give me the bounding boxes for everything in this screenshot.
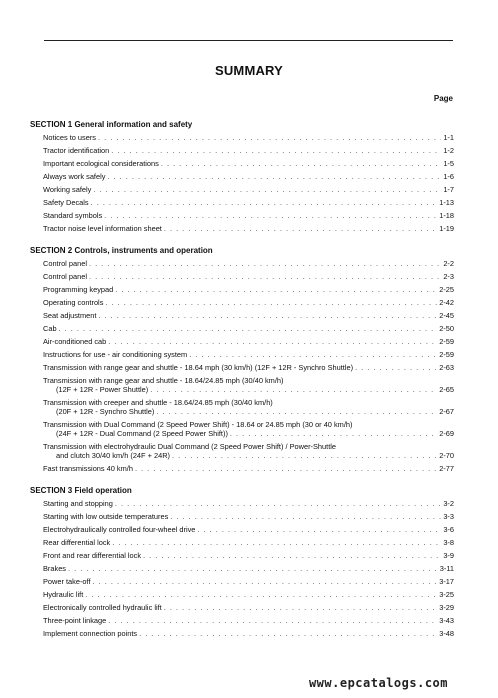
leader-dots bbox=[115, 497, 441, 510]
toc-entry[interactable] bbox=[30, 510, 454, 523]
entry-label: Standard symbols bbox=[43, 211, 103, 220]
leader-dots bbox=[68, 562, 438, 575]
toc-entry[interactable] bbox=[30, 131, 454, 144]
entry-page: 2-25 bbox=[439, 285, 454, 294]
leader-dots bbox=[111, 144, 441, 157]
entry-label: Fast transmissions 40 km/h bbox=[43, 464, 133, 473]
entry-page: 1-13 bbox=[439, 198, 454, 207]
toc-entry[interactable] bbox=[30, 209, 454, 222]
entry-label: Tractor noise level information sheet bbox=[43, 224, 162, 233]
leader-dots bbox=[139, 627, 437, 640]
entry-page: 3-29 bbox=[439, 603, 454, 612]
entry-page: 2-69 bbox=[439, 429, 454, 438]
leader-dots bbox=[170, 510, 441, 523]
entry-page: 2-2 bbox=[443, 259, 454, 268]
entry-page: 2-45 bbox=[439, 311, 454, 320]
toc-entry[interactable] bbox=[30, 627, 454, 640]
entry-label: Starting with low outside temperatures bbox=[43, 512, 169, 521]
leader-dots bbox=[115, 283, 437, 296]
toc-section bbox=[30, 118, 454, 235]
toc-entry[interactable] bbox=[30, 157, 454, 170]
entry-label: Control panel bbox=[43, 259, 87, 268]
leader-dots bbox=[135, 462, 437, 475]
entry-label: Brakes bbox=[43, 564, 67, 573]
page-column-header: Page bbox=[433, 94, 453, 103]
toc-entry[interactable] bbox=[30, 396, 454, 418]
entry-label: Rear differential lock bbox=[43, 538, 111, 547]
leader-dots bbox=[355, 361, 437, 374]
leader-dots bbox=[156, 407, 437, 416]
toc-entry[interactable] bbox=[30, 418, 454, 440]
entry-label: Cab bbox=[43, 324, 57, 333]
toc-entry[interactable] bbox=[30, 309, 454, 322]
entry-label: Transmission with creeper and shuttle - 18.64/24.85 mph (30/40 km/h) bbox=[43, 398, 273, 407]
entry-label: Transmission with range gear and shuttle - 18.64/24.85 mph (30/40 km/h) bbox=[43, 376, 284, 385]
toc-entry[interactable] bbox=[30, 588, 454, 601]
entry-label-continued: and clutch 30/40 km/h (24F + 24R) bbox=[56, 451, 170, 460]
entry-label: Notices to users bbox=[43, 133, 96, 142]
entry-page: 3-6 bbox=[443, 525, 454, 534]
entry-label: Starting and stopping bbox=[43, 499, 113, 508]
entry-label: Front and rear differential lock bbox=[43, 551, 142, 560]
entry-page: 1-1 bbox=[443, 133, 454, 142]
leader-dots bbox=[105, 296, 437, 309]
toc-entry[interactable] bbox=[30, 361, 454, 374]
leader-dots bbox=[189, 348, 437, 361]
entry-page: 2-59 bbox=[439, 350, 454, 359]
table-of-contents bbox=[30, 118, 454, 640]
toc-entry[interactable] bbox=[30, 601, 454, 614]
entry-label-continued: (20F + 12R - Synchro Shuttle) bbox=[56, 407, 155, 416]
leader-dots bbox=[89, 257, 441, 270]
leader-dots bbox=[104, 209, 437, 222]
section-title: SECTION 3 Field operation bbox=[30, 486, 132, 495]
leader-dots bbox=[93, 183, 441, 196]
entry-label: Power take-off bbox=[43, 577, 91, 586]
toc-entry[interactable] bbox=[30, 462, 454, 475]
entry-label: Transmission with Dual Command (2 Speed Power Shift) - 18.64 or 24.85 mph (30 or 40 km/h) bbox=[43, 420, 353, 429]
entry-label: Programming keypad bbox=[43, 285, 114, 294]
entry-page: 1-2 bbox=[443, 146, 454, 155]
toc-entry[interactable] bbox=[30, 440, 454, 462]
leader-dots bbox=[230, 429, 437, 438]
section-title: SECTION 1 General information and safety bbox=[30, 120, 193, 129]
toc-entry[interactable] bbox=[30, 222, 454, 235]
toc-entry[interactable] bbox=[30, 614, 454, 627]
entry-page: 1-7 bbox=[443, 185, 454, 194]
entry-label: Transmission with range gear and shuttle - 18.64 mph (30 km/h) (12F + 12R - Synchro Shuttle) bbox=[43, 363, 354, 372]
page-title: SUMMARY bbox=[214, 63, 284, 78]
entry-label: Important ecological considerations bbox=[43, 159, 159, 168]
top-rule bbox=[44, 40, 453, 41]
watermark: www.epcatalogs.com bbox=[308, 676, 448, 690]
leader-dots bbox=[197, 523, 441, 536]
leader-dots bbox=[91, 196, 438, 209]
entry-page: 2-77 bbox=[439, 464, 454, 473]
toc-entry[interactable] bbox=[30, 196, 454, 209]
toc-entry[interactable] bbox=[30, 257, 454, 270]
leader-dots bbox=[107, 170, 441, 183]
entry-label: Electronically controlled hydraulic lift bbox=[43, 603, 162, 612]
entry-page: 2-63 bbox=[439, 363, 454, 372]
leader-dots bbox=[89, 270, 441, 283]
entry-label: Seat adjustment bbox=[43, 311, 97, 320]
toc-section bbox=[30, 244, 454, 475]
entry-page: 2-50 bbox=[439, 324, 454, 333]
entry-page: 3-17 bbox=[439, 577, 454, 586]
leader-dots bbox=[108, 614, 437, 627]
leader-dots bbox=[108, 335, 437, 348]
entry-label-continued: (24F + 12R - Dual Command (2 Speed Power Shift)) bbox=[56, 429, 228, 438]
entry-page: 3-11 bbox=[439, 564, 454, 573]
entry-page: 3-8 bbox=[443, 538, 454, 547]
entry-page: 3-2 bbox=[443, 499, 454, 508]
toc-entry[interactable] bbox=[30, 183, 454, 196]
entry-label: Operating controls bbox=[43, 298, 104, 307]
leader-dots bbox=[85, 588, 437, 601]
toc-entry[interactable] bbox=[30, 322, 454, 335]
entry-label: Transmission with electrohydraulic Dual Command (2 Speed Power Shift) / Power-Shuttle bbox=[43, 442, 337, 451]
toc-entry[interactable] bbox=[30, 523, 454, 536]
toc-entry[interactable] bbox=[30, 335, 454, 348]
leader-dots bbox=[164, 601, 437, 614]
entry-label: Electrohydraulically controlled four-wheel drive bbox=[43, 525, 196, 534]
leader-dots bbox=[150, 385, 437, 394]
entry-page: 3-25 bbox=[439, 590, 454, 599]
entry-label: Three-point linkage bbox=[43, 616, 107, 625]
entry-page: 2-42 bbox=[439, 298, 454, 307]
entry-page: 2-67 bbox=[439, 407, 454, 416]
leader-dots bbox=[143, 549, 441, 562]
toc-entry[interactable] bbox=[30, 497, 454, 510]
toc-entry[interactable] bbox=[30, 348, 454, 361]
toc-entry[interactable] bbox=[30, 283, 454, 296]
entry-page: 1-18 bbox=[439, 211, 454, 220]
entry-label: Air-conditioned cab bbox=[43, 337, 107, 346]
entry-label: Control panel bbox=[43, 272, 87, 281]
entry-page: 2-59 bbox=[439, 337, 454, 346]
entry-label: Working safely bbox=[43, 185, 92, 194]
toc-entry[interactable] bbox=[30, 296, 454, 309]
entry-page: 1-6 bbox=[443, 172, 454, 181]
leader-dots bbox=[59, 322, 438, 335]
toc-entry[interactable] bbox=[30, 170, 454, 183]
leader-dots bbox=[98, 131, 441, 144]
entry-page: 1-5 bbox=[443, 159, 454, 168]
entry-page: 2-65 bbox=[439, 385, 454, 394]
entry-label: Safety Decals bbox=[43, 198, 89, 207]
leader-dots bbox=[98, 309, 437, 322]
entry-label: Tractor identification bbox=[43, 146, 110, 155]
entry-label: Always work safely bbox=[43, 172, 106, 181]
leader-dots bbox=[164, 222, 437, 235]
leader-dots bbox=[172, 451, 437, 460]
toc-entry[interactable] bbox=[30, 562, 454, 575]
entry-page: 3-9 bbox=[443, 551, 454, 560]
toc-section bbox=[30, 484, 454, 640]
leader-dots bbox=[161, 157, 441, 170]
entry-page: 3-3 bbox=[443, 512, 454, 521]
section-title: SECTION 2 Controls, instruments and operation bbox=[30, 246, 213, 255]
toc-entry[interactable] bbox=[30, 549, 454, 562]
entry-label: Instructions for use - air conditioning system bbox=[43, 350, 188, 359]
entry-page: 2-70 bbox=[439, 451, 454, 460]
entry-page: 2-3 bbox=[443, 272, 454, 281]
toc-entry[interactable] bbox=[30, 536, 454, 549]
entry-label: Hydraulic lift bbox=[43, 590, 84, 599]
toc-entry[interactable] bbox=[30, 270, 454, 283]
entry-page: 3-48 bbox=[439, 629, 454, 638]
toc-entry[interactable] bbox=[30, 374, 454, 396]
leader-dots bbox=[93, 575, 438, 588]
entry-label-continued: (12F + 12R - Power Shuttle) bbox=[56, 385, 149, 394]
entry-page: 3-43 bbox=[439, 616, 454, 625]
entry-page: 1-19 bbox=[439, 224, 454, 233]
toc-entry[interactable] bbox=[30, 144, 454, 157]
leader-dots bbox=[112, 536, 441, 549]
entry-label: Implement connection points bbox=[43, 629, 138, 638]
toc-entry[interactable] bbox=[30, 575, 454, 588]
